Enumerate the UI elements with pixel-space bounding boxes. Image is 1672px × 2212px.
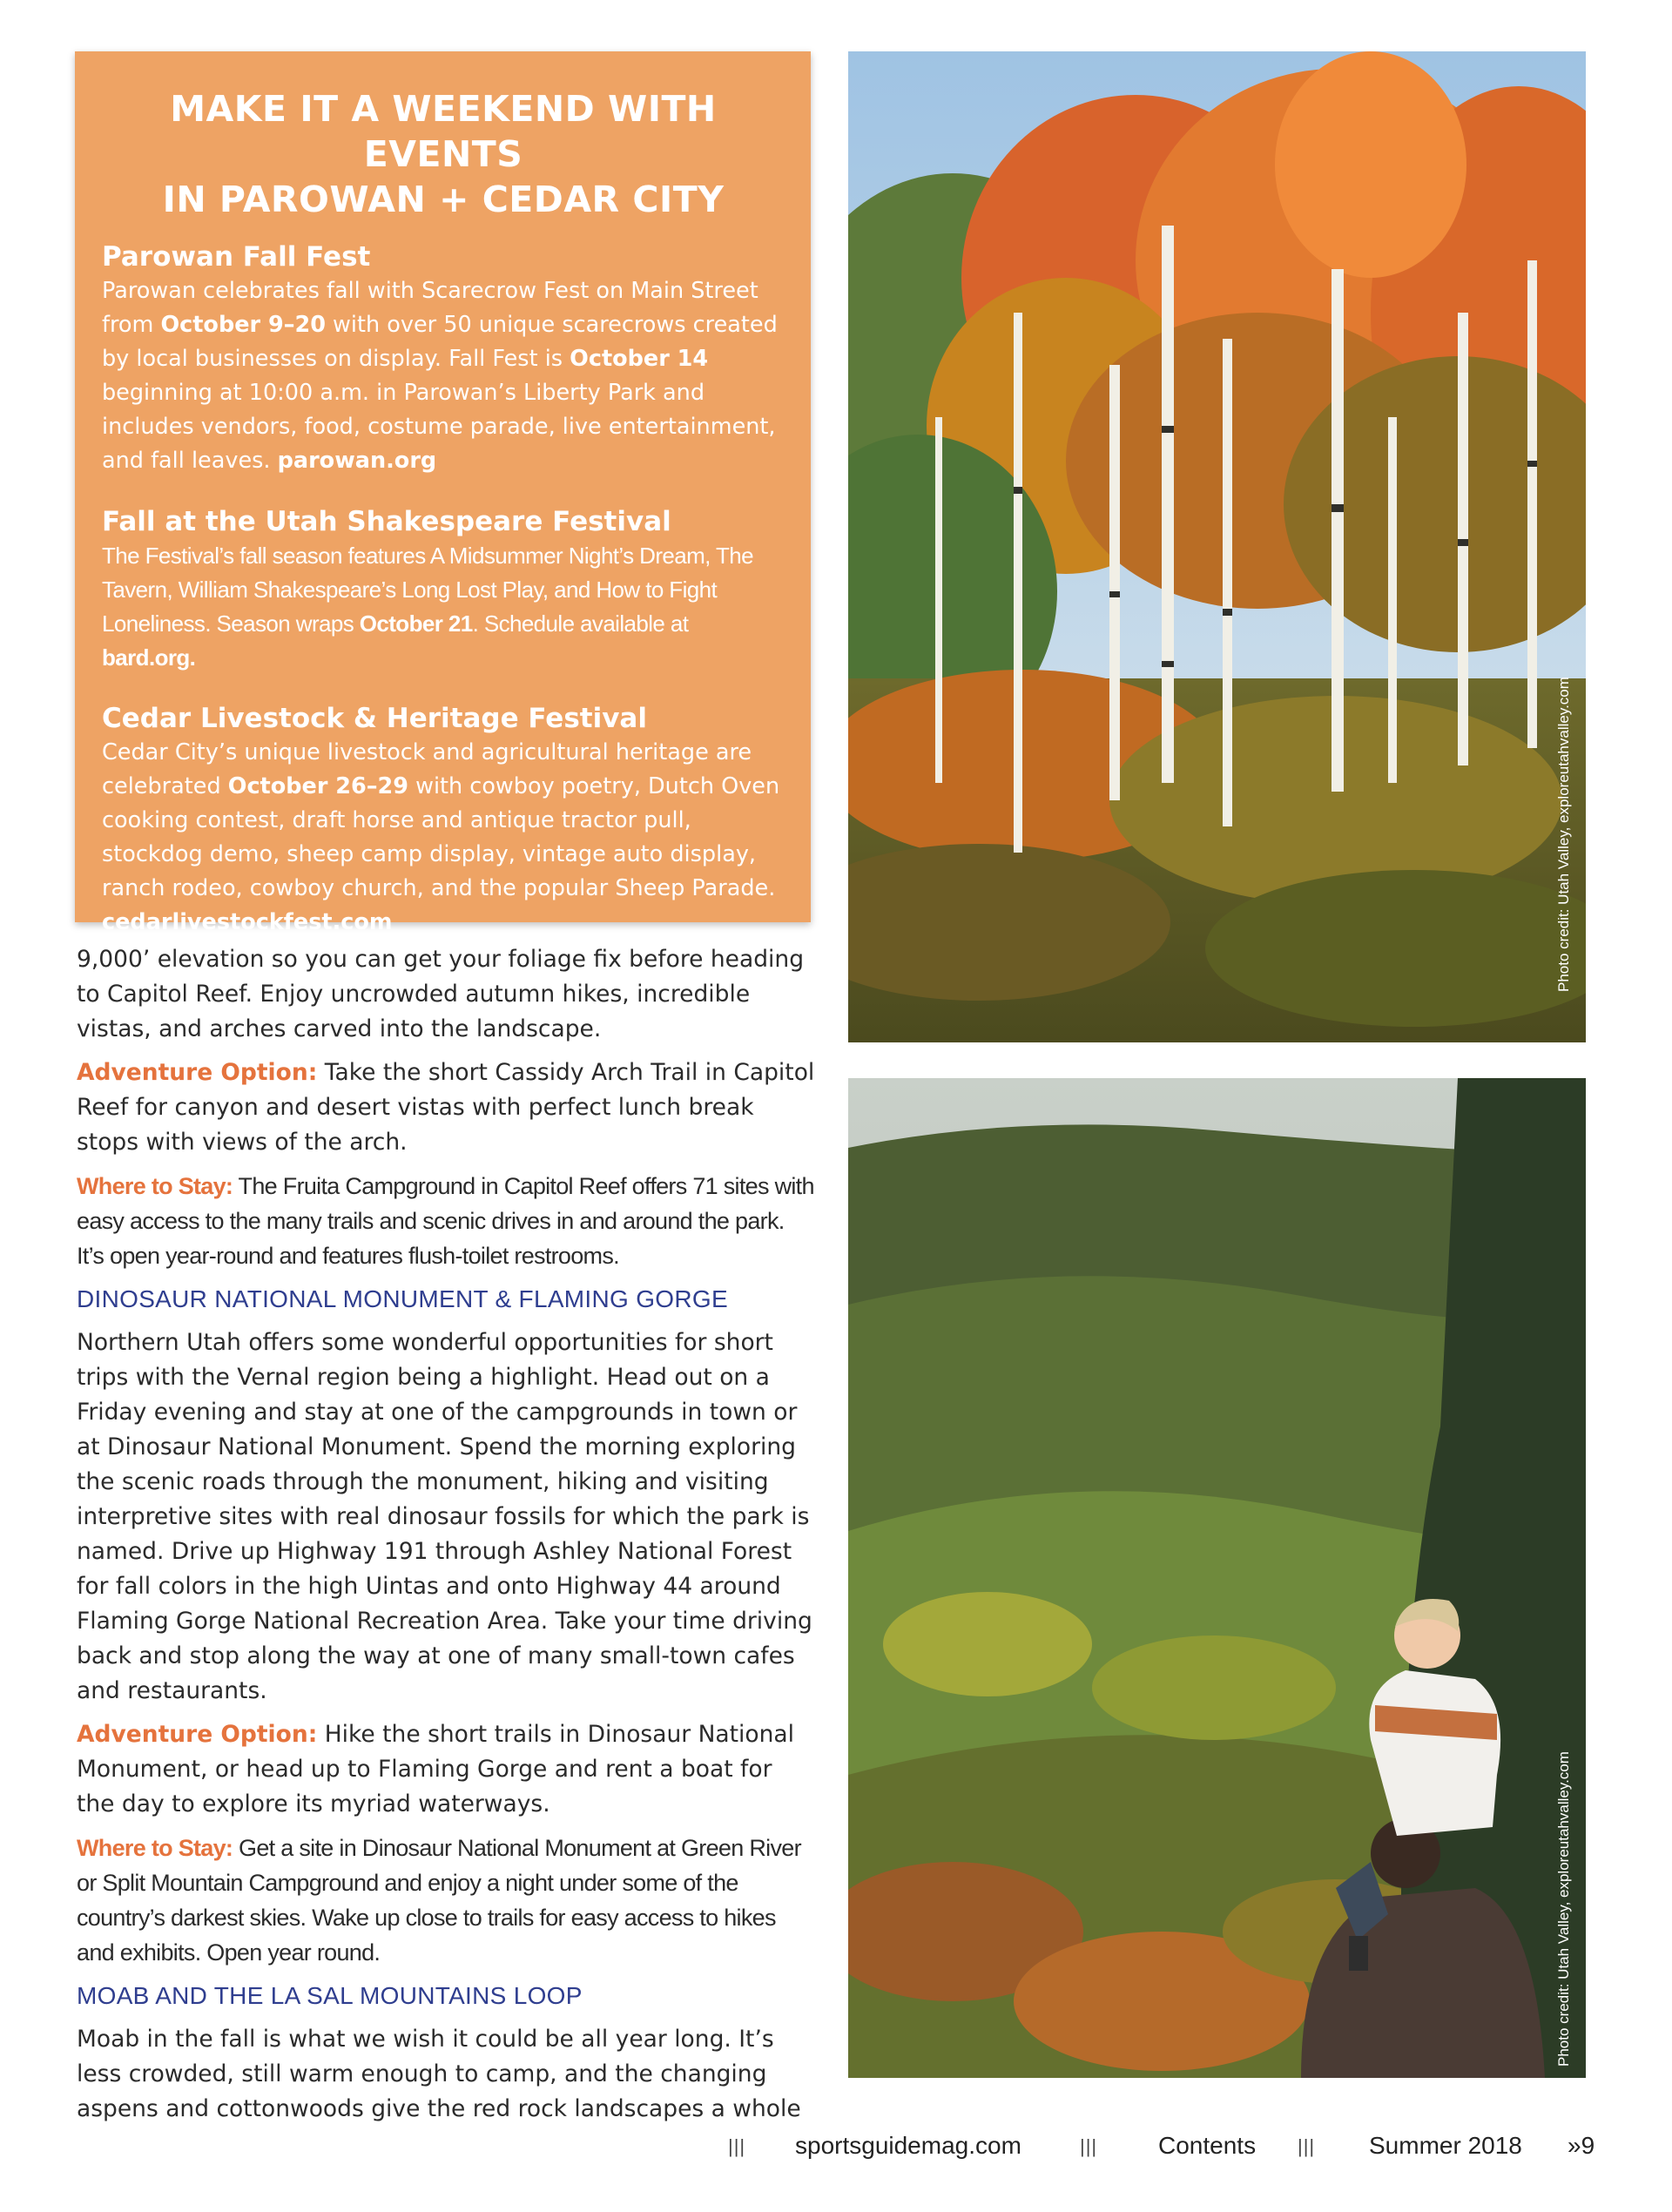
- event-parowan: [102, 239, 785, 478]
- event-title: Fall at the Utah Shakespeare Festival: [102, 506, 671, 537]
- footer-separator: |||: [1298, 2135, 1316, 2157]
- event-text: . Schedule available at: [472, 610, 689, 637]
- section-heading: DINOSAUR NATIONAL MONUMENT & FLAMING GORGE: [77, 1285, 728, 1312]
- where-to-stay-label: Where to Stay:: [77, 1835, 233, 1861]
- sidebar-title: [102, 86, 785, 222]
- event-livestock: [102, 701, 785, 940]
- section-heading: MOAB AND THE LA SAL MOUNTAINS LOOP: [77, 1982, 583, 2009]
- event-date: October 14: [570, 346, 709, 372]
- sidebar-title-line1: MAKE IT A WEEKEND WITH EVENTS: [170, 88, 717, 175]
- where-to-stay: [77, 1169, 817, 1273]
- body-paragraph: Northern Utah offers some wonderful opportunities for short trips with the Vernal region being a highlight. Head out on a Friday evening and stay at one of the campgrounds in town or at Dinosaur National Monument. Spend the morning exploring the scenic roads through the monument, hiking and visiting interpretive sites with real dinosaur fossils for which the park is named. Drive up Highway 191 through Ashley National Forest for fall colors in the high Uintas and onto Highway 44 around Flaming Gorge National Recreation Area. Take your time driving back and stop along the way at one of many small-town cafes and restaurants.: [77, 1329, 812, 1704]
- adventure-option-text: Take the short Cassidy Arch Trail in Capitol Reef for canyon and desert vistas with perfect lunch break stops with views of the arch.: [77, 1059, 815, 1156]
- sidebar-title-line2: IN PAROWAN + CEDAR CITY: [162, 179, 725, 220]
- where-to-stay-label: Where to Stay:: [77, 1173, 233, 1199]
- article-body: [77, 942, 817, 2135]
- event-dates: October 9–20: [160, 312, 326, 338]
- forest-valley-photo: [848, 1078, 1586, 2078]
- footer-separator: |||: [1080, 2135, 1098, 2157]
- body-paragraph: Moab in the fall is what we wish it could be all year long. It’s less crowded, still warm enough to camp, and the changing aspens and cottonwoods give the red rock landscapes a whole: [77, 2026, 801, 2122]
- bottom-photo-credit: Photo credit: Utah Valley, exploreutahvalley.com: [1555, 1751, 1572, 2067]
- adventure-option: [77, 1055, 817, 1160]
- event-body: [102, 274, 785, 478]
- event-body: [102, 539, 785, 675]
- aspen-grove-photo: [848, 51, 1586, 1042]
- aspen-grove-illustration: [848, 51, 1586, 1042]
- where-to-stay-text: Get a site in Dinosaur National Monument at Green River or Split Mountain Campground and enjoy a night under some of the country’s darkest skies. Wake up close to trails for easy access to hikes and exhibits. Open year round.: [77, 1835, 801, 1966]
- body-paragraph: 9,000’ elevation so you can get your foliage fix before heading to Capitol Reef. Enjoy uncrowded autumn hikes, incredible vistas, and arches carved into the landscape.: [77, 946, 805, 1042]
- footer-issue: Summer 2018: [1369, 2132, 1522, 2159]
- adventure-option-label: Adventure Option:: [77, 1721, 318, 1748]
- event-title: Parowan Fall Fest: [102, 241, 371, 273]
- event-link[interactable]: cedarlivestockfest.com: [102, 909, 393, 935]
- footer-site-link[interactable]: sportsguidemag.com: [795, 2132, 1021, 2159]
- where-to-stay: [77, 1831, 817, 1970]
- footer-page-number: »9: [1568, 2132, 1595, 2159]
- footer-contents-link[interactable]: Contents: [1158, 2132, 1257, 2159]
- footer-separator: |||: [728, 2135, 746, 2157]
- event-text: Cedar City’s unique livestock and agricultural heritage are celebrated: [102, 739, 752, 799]
- event-date: October 21: [359, 610, 473, 637]
- events-sidebar: [75, 51, 811, 935]
- page-footer: [0, 2132, 1672, 2167]
- forest-valley-illustration: [848, 1078, 1586, 2078]
- adventure-option: [77, 1717, 817, 1822]
- where-to-stay-text: The Fruita Campground in Capitol Reef offers 71 sites with easy access to the many trails and scenic drives in and around the park. It’s open year-round and features flush-toilet restrooms.: [77, 1173, 814, 1269]
- event-shakespeare: [102, 504, 785, 675]
- event-link[interactable]: parowan.org: [277, 448, 437, 474]
- event-text: Parowan celebrates fall with Scarecrow Fest on Main Street from: [102, 278, 758, 338]
- event-text: beginning at 10:00 a.m. in Parowan’s Liberty Park and includes vendors, food, costume parade, live entertainment, and fall leaves.: [102, 380, 776, 474]
- top-photo-credit: Photo credit: Utah Valley, exploreutahvalley.com: [1555, 677, 1572, 992]
- event-body: [102, 736, 785, 940]
- adventure-option-text: Hike the short trails in Dinosaur National Monument, or head up to Flaming Gorge and rent a boat for the day to explore its myriad waterways.: [77, 1721, 795, 1817]
- adventure-option-label: Adventure Option:: [77, 1059, 318, 1086]
- event-text: with over 50 unique scarecrows created by local businesses on display. Fall Fest is: [102, 312, 778, 372]
- event-title: Cedar Livestock & Heritage Festival: [102, 703, 647, 734]
- event-link[interactable]: bard.org.: [102, 644, 196, 671]
- event-dates: October 26–29: [227, 773, 408, 799]
- event-text: The Festival’s fall season features A Midsummer Night’s Dream, The Tavern, William Shakespeare’s Long Lost Play, and How to Fight Loneliness. Season wraps: [102, 543, 753, 637]
- event-text: with cowboy poetry, Dutch Oven cooking contest, draft horse and antique tractor pull, stockdog demo, sheep camp display, vintage auto display, ranch rodeo, cowboy church, and the popular Sheep Parade.: [102, 773, 780, 901]
